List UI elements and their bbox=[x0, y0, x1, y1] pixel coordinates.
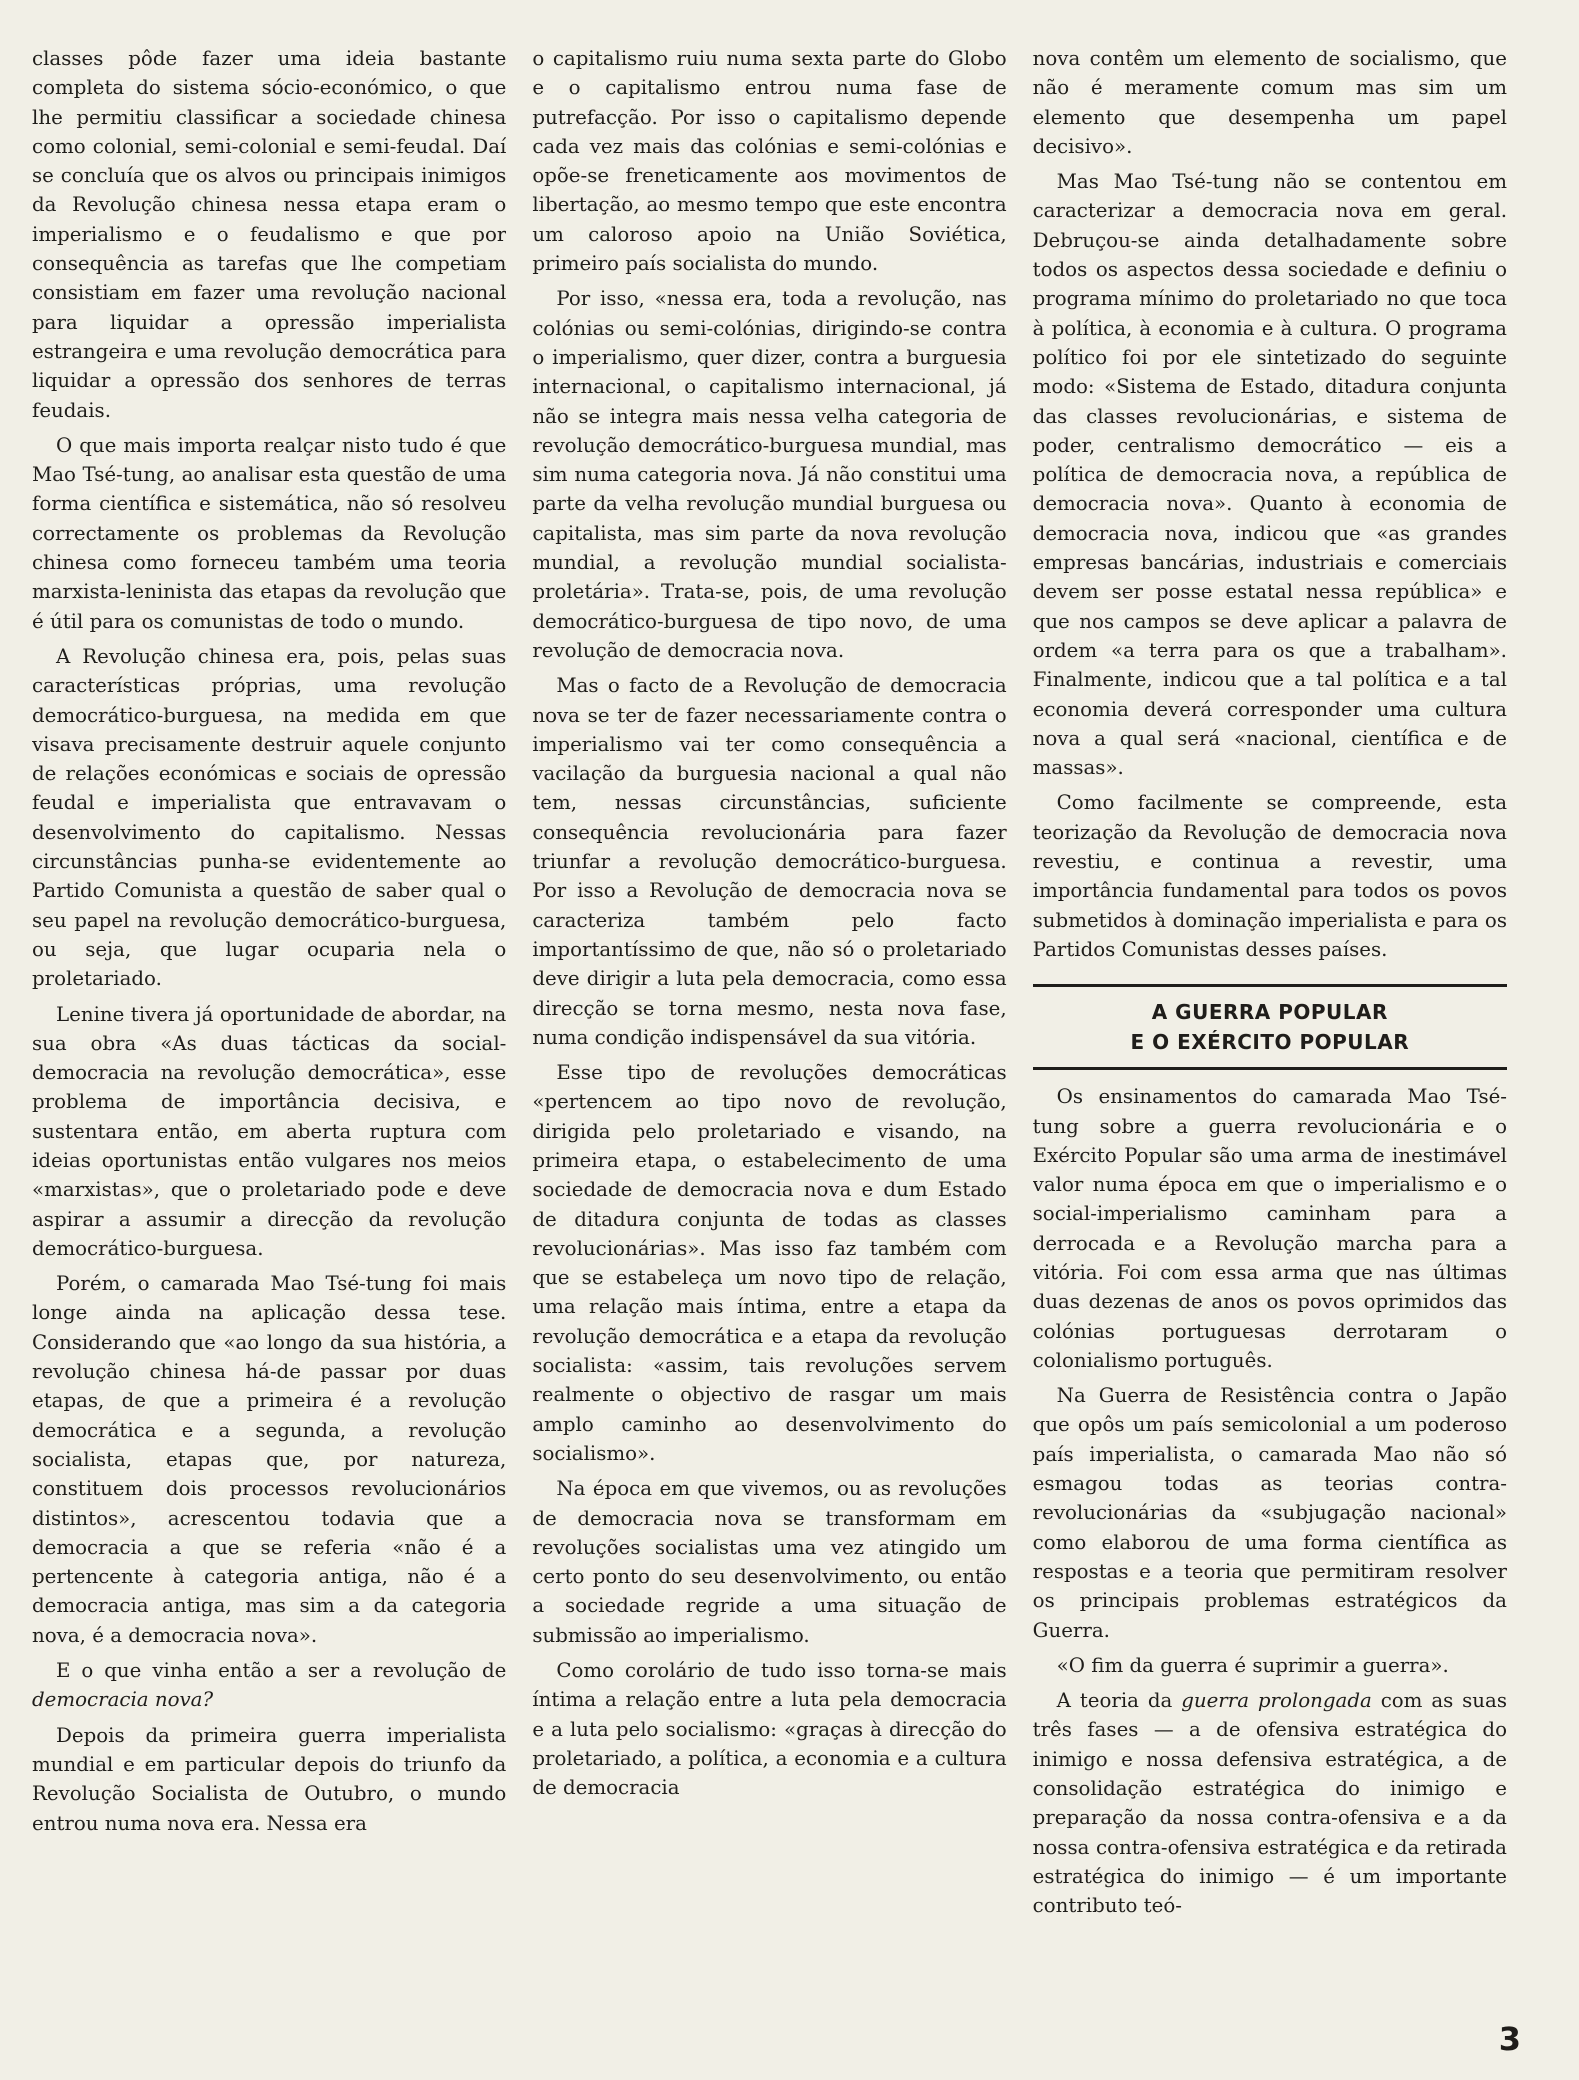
section-heading-line-1: A GUERRA POPULAR bbox=[1151, 1000, 1388, 1025]
article-body bbox=[32, 44, 1507, 1994]
paragraph: «O fim da guerra é suprimir a guerra». bbox=[1056, 1653, 1449, 1677]
paragraph: Porém, o camarada Mao Tsé-tung foi mais longe ainda na aplicação dessa tese. Considerando que «ao longo da sua história, a revolução chinesa há-de passar por duas etapas, de que a primeira é a revolução democrática e a segunda, a revolução socialista, etapas que, por natureza, constituem dois processos revolucionários distintos», acrescentou todavia que a democracia a que se referia «não é a pertencente à categoria antiga, não é a democracia antiga, mas sim a da categoria nova, é a democracia nova». bbox=[32, 1272, 507, 1647]
italic-term: guerra prolongada bbox=[1181, 1689, 1372, 1713]
paragraph: o capitalismo ruiu numa sexta parte do Globo e o capitalismo entrou numa fase de putrefacção. Por isso o capitalismo depende cada vez mais das colónias e semi-colónias e opõe-se freneticamente aos movimentos de libertação, ao mesmo tempo que este encontra um caloroso apoio na União Soviética, primeiro país socialista do mundo. bbox=[532, 47, 1007, 276]
paragraph: Como corolário de tudo isso torna-se mais íntima a relação entre a luta pela democracia e a luta pelo socialismo: «graças à direcção do proletariado, a política, a economia e a cultura de democracia bbox=[532, 1659, 1007, 1800]
column-1 bbox=[32, 44, 506, 1994]
paragraph: Na época em que vivemos, ou as revoluções de democracia nova se transformam em revoluções socialistas uma vez atingido um certo ponto do seu desenvolvimento, ou então a sociedade regride a uma situação de submissão ao imperialismo. bbox=[532, 1477, 1007, 1647]
column-3 bbox=[1033, 44, 1507, 1994]
paragraph: O que mais importa realçar nisto tudo é que Mao Tsé-tung, ao analisar esta questão de uma forma científica e sistemática, não só resolveu correctamente os problemas da Revolução chinesa como forneceu também uma teoria marxista-leninista das etapas da revolução que é útil para os comunistas de todo o mundo. bbox=[32, 433, 507, 633]
paragraph: Na Guerra de Resistência contra o Japão que opôs um país semicolonial a um poderoso país imperialista, o camarada Mao não só esmagou todas as teorias contra-revolucionárias da «subjugação nacional» como elaborou de uma forma científica as respostas e a teoria que permitiram resolver os principais problemas estratégicos da Guerra. bbox=[1032, 1384, 1507, 1642]
paragraph: Por isso, «nessa era, toda a revolução, nas colónias ou semi-colónias, dirigindo-se contra o imperialismo, quer dizer, contra a burguesia internacional, o capitalismo internacional, já não se integra mais nessa velha categoria de revolução democrático-burguesa mundial, mas sim numa categoria nova. Já não constitui uma parte da velha revolução mundial burguesa ou capitalista, mas sim parte da nova revolução mundial, a revolução mundial socialista-proletária». Trata-se, pois, de uma revolução democrático-burguesa de tipo novo, de uma revolução de democracia nova. bbox=[532, 287, 1007, 662]
paragraph: A Revolução chinesa era, pois, pelas suas características próprias, uma revolução democrático-burguesa, na medida em que visava precisamente destruir aquele conjunto de relações económicas e sociais de opressão feudal e imperialista que entravavam o desenvolvimento do capitalismo. Nessas circunstâncias punha-se evidentemente ao Partido Comunista a questão de saber qual o seu papel na revolução democrático-burguesa, ou seja, que lugar ocuparia nela o proletariado. bbox=[32, 644, 507, 991]
italic-term: democracia nova? bbox=[32, 1688, 214, 1712]
paragraph bbox=[32, 1656, 506, 1715]
paragraph-text: com as suas três fases — a de ofensiva estratégica do inimigo e nossa defensiva estratégica, a de consolidação estratégica do inimigo e preparação da nossa contra-ofensiva e a da nossa contra-ofensiva estratégica e da retirada estratégica do inimigo — é um importante contributo teó- bbox=[1032, 1689, 1507, 1918]
page-number: 3 bbox=[1498, 2020, 1521, 2058]
column-2 bbox=[532, 44, 1006, 1994]
paragraph: Lenine tivera já oportunidade de abordar, na sua obra «As duas tácticas da social-democracia na revolução democrática», esse problema de importância decisiva, e sustentara então, em aberta ruptura com ideias oportunistas então vulgares nos meios «marxistas», que o proletariado pode e deve aspirar a assumir a direcção da revolução democrático-burguesa. bbox=[32, 1002, 507, 1260]
paragraph: Esse tipo de revoluções democráticas «pertencem ao tipo novo de revolução, dirigida pelo proletariado e visando, na primeira etapa, o estabelecimento de uma sociedade de democracia nova e dum Estado de ditadura conjunta de todas as classes revolucionárias». Mas isso faz também com que se estabeleça um novo tipo de relação, uma relação mais íntima, entre a etapa da revolução democrática e a etapa da revolução socialista: «assim, tais revoluções servem realmente o objectivo de rasgar um mais amplo caminho ao desenvolvimento do socialismo». bbox=[532, 1061, 1007, 1465]
paragraph-text: E o que vinha então a ser a revolução de bbox=[56, 1659, 507, 1683]
paragraph: Mas Mao Tsé-tung não se contentou em caracterizar a democracia nova em geral. Debruçou-se ainda detalhadamente sobre todos os aspectos dessa sociedade e definiu o programa mínimo do proletariado no que toca à política, à economia e à cultura. O programa político foi por ele sintetizado do seguinte modo: «Sistema de Estado, ditadura conjunta das classes revolucionárias, e sistema de poder, centralismo democrático — eis a política de democracia nova, a república de democracia nova». Quanto à economia de democracia nova, indicou que «as grandes empresas bancárias, industriais e comerciais devem ser posse estatal nessa república» e que nos campos se deve aplicar a palavra de ordem «a terra para os que a trabalham». Finalmente, indicou que a tal política e a tal economia deverá corresponder uma cultura nova a qual será «nacional, científica e de massas». bbox=[1032, 170, 1507, 780]
paragraph bbox=[1033, 1686, 1507, 1920]
section-heading-line-2: E O EXÉRCITO POPULAR bbox=[1130, 1030, 1410, 1055]
paragraph: Mas o facto de a Revolução de democracia nova se ter de fazer necessariamente contra o imperialismo vai ter como consequência a vacilação da burguesia nacional a qual não tem, nessas circunstâncias, suficiente consequência revolucionária para fazer triunfar a revolução democrático-burguesa. Por isso a Revolução de democracia nova se caracteriza também pelo facto importantíssimo de que, não só o proletariado deve dirigir a luta pela democracia, como essa direcção se torna mesmo, nesta nova fase, numa condição indispensável da sua vitória. bbox=[532, 674, 1007, 1049]
paragraph: Como facilmente se compreende, esta teorização da Revolução de democracia nova revestiu, e continua a revestir, uma importância fundamental para todos os povos submetidos à dominação imperialista e para os Partidos Comunistas desses países. bbox=[1032, 791, 1507, 961]
section-heading bbox=[1033, 984, 1507, 1070]
paragraph: Depois da primeira guerra imperialista mundial e em particular depois do triunfo da Revolução Socialista de Outubro, o mundo entrou numa nova era. Nessa era bbox=[32, 1723, 507, 1835]
paragraph: classes pôde fazer uma ideia bastante completa do sistema sócio-económico, o que lhe permitiu classificar a sociedade chinesa como colonial, semi-colonial e semi-feudal. Daí se concluía que os alvos ou principais inimigos da Revolução chinesa nessa etapa eram o imperialismo e o feudalismo e que por consequência as tarefas que lhe competiam consistiam em fazer uma revolução nacional para liquidar a opressão imperialista estrangeira e uma revolução democrática para liquidar a opressão dos senhores de terras feudais. bbox=[32, 47, 507, 422]
paragraph-text: A teoria da bbox=[1056, 1689, 1182, 1713]
paragraph: Os ensinamentos do camarada Mao Tsé-tung sobre a guerra revolucionária e o Exército Popular são uma arma de inestimável valor numa época em que o imperialismo e o social-imperialismo caminham para a derrocada e a Revolução marcha para a vitória. Foi com essa arma que nas últimas duas dezenas de anos os povos oprimidos das colónias portuguesas derrotaram o colonialismo português. bbox=[1032, 1085, 1507, 1372]
paragraph: nova contêm um elemento de socialismo, que não é meramente comum mas sim um elemento que desempenha um papel decisivo». bbox=[1032, 47, 1507, 158]
